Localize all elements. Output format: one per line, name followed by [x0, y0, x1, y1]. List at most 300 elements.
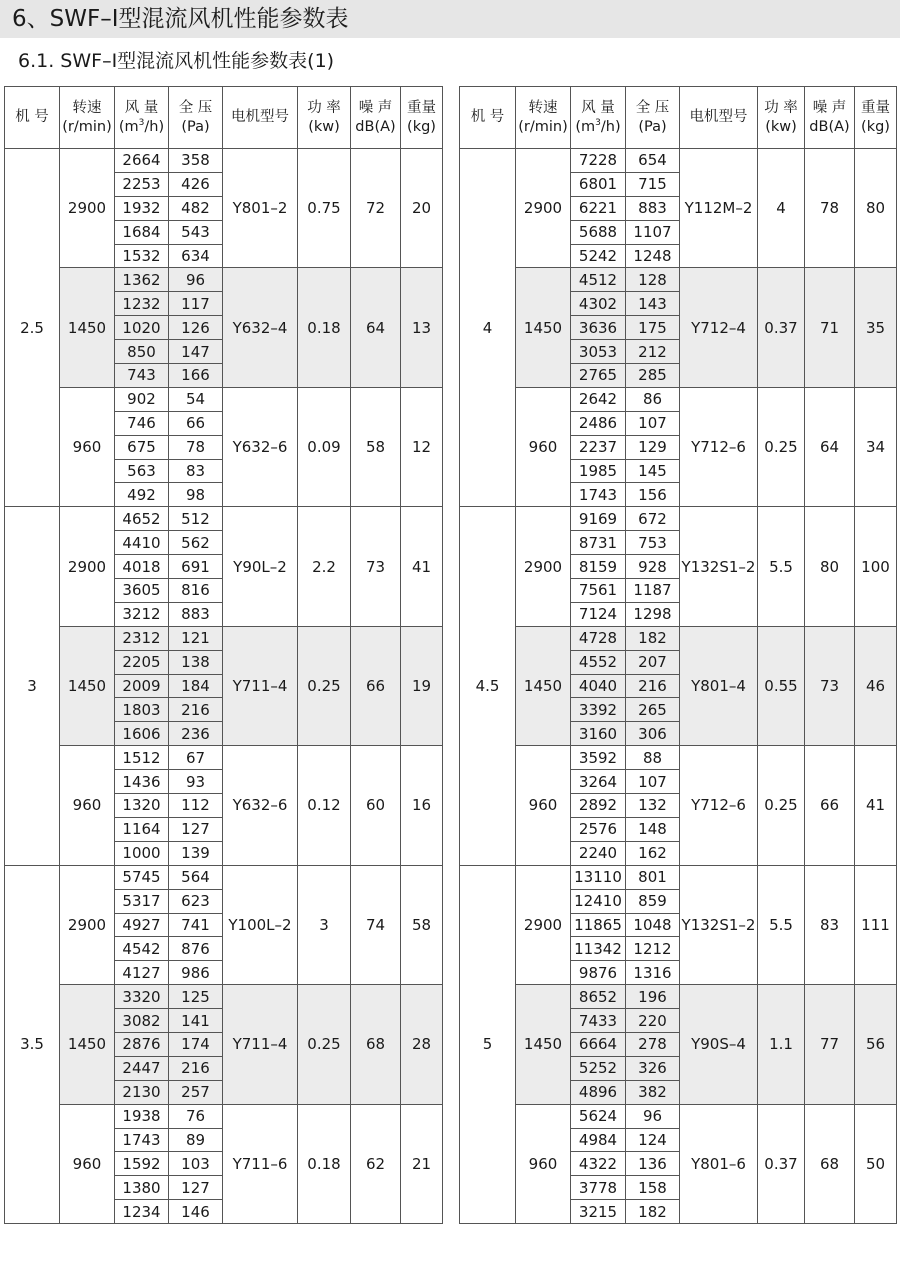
weight-cell: 111	[855, 865, 897, 984]
pressure-cell: 139	[169, 841, 223, 865]
airflow-cell: 5242	[571, 244, 626, 268]
pressure-cell: 145	[626, 459, 680, 483]
motor-model-cell: Y712–4	[680, 268, 758, 387]
pressure-cell: 278	[626, 1032, 680, 1056]
airflow-cell: 2486	[571, 411, 626, 435]
airflow-cell: 5252	[571, 1056, 626, 1080]
airflow-cell: 6221	[571, 196, 626, 220]
airflow-cell: 7433	[571, 1009, 626, 1033]
motor-model-cell: Y112M–2	[680, 149, 758, 268]
speed-cell: 1450	[516, 626, 571, 745]
pressure-cell: 67	[169, 746, 223, 770]
header-airflow: 风 量 $(m^3/h)$	[571, 87, 626, 149]
airflow-cell: 4542	[115, 937, 169, 961]
noise-cell: 60	[351, 746, 401, 865]
model-number-cell: 2.5	[5, 149, 60, 507]
power-cell: 1.1	[758, 985, 805, 1104]
header-model-no: 机 号	[460, 87, 516, 149]
airflow-cell: 1985	[571, 459, 626, 483]
pressure-cell: 654	[626, 149, 680, 173]
pressure-cell: 426	[169, 172, 223, 196]
power-cell: 4	[758, 149, 805, 268]
airflow-cell: 1020	[115, 316, 169, 340]
noise-cell: 64	[805, 387, 855, 506]
speed-cell: 2900	[516, 507, 571, 626]
weight-cell: 80	[855, 149, 897, 268]
airflow-cell: 4896	[571, 1080, 626, 1104]
weight-cell: 12	[401, 387, 443, 506]
airflow-cell: 1362	[115, 268, 169, 292]
airflow-cell: 1000	[115, 841, 169, 865]
airflow-cell: 3082	[115, 1009, 169, 1033]
pressure-cell: 928	[626, 555, 680, 579]
airflow-cell: 1512	[115, 746, 169, 770]
header-row	[460, 87, 897, 149]
airflow-cell: 11342	[571, 937, 626, 961]
weight-cell: 19	[401, 626, 443, 745]
airflow-cell: 3605	[115, 579, 169, 603]
airflow-cell: 2892	[571, 794, 626, 818]
pressure-cell: 128	[626, 268, 680, 292]
pressure-cell: 691	[169, 555, 223, 579]
pressure-cell: 93	[169, 770, 223, 794]
pressure-cell: 107	[626, 770, 680, 794]
airflow-cell: 2130	[115, 1080, 169, 1104]
noise-cell: 68	[805, 1104, 855, 1223]
power-cell: 0.25	[758, 746, 805, 865]
weight-cell: 41	[855, 746, 897, 865]
speed-cell: 2900	[516, 865, 571, 984]
pressure-cell: 482	[169, 196, 223, 220]
pressure-cell: 125	[169, 985, 223, 1009]
pressure-cell: 1248	[626, 244, 680, 268]
pressure-cell: 216	[626, 674, 680, 698]
pressure-cell: 166	[169, 364, 223, 388]
pressure-cell: 83	[169, 459, 223, 483]
power-cell: 0.55	[758, 626, 805, 745]
airflow-cell: 2009	[115, 674, 169, 698]
noise-cell: 80	[805, 507, 855, 626]
pressure-cell: 138	[169, 650, 223, 674]
power-cell: 0.18	[298, 1104, 351, 1223]
motor-model-cell: Y100L–2	[223, 865, 298, 984]
power-cell: 0.37	[758, 268, 805, 387]
table-row	[5, 387, 443, 411]
airflow-cell: 9876	[571, 961, 626, 985]
pressure-cell: 124	[626, 1128, 680, 1152]
model-number-cell: 4.5	[460, 507, 516, 865]
speed-cell: 960	[60, 1104, 115, 1223]
header-noise: 噪 声 dB(A)	[805, 87, 855, 149]
noise-cell: 77	[805, 985, 855, 1104]
airflow-cell: 8159	[571, 555, 626, 579]
noise-cell: 62	[351, 1104, 401, 1223]
speed-cell: 960	[516, 1104, 571, 1223]
airflow-cell: 675	[115, 435, 169, 459]
airflow-cell: 902	[115, 387, 169, 411]
table-row	[5, 746, 443, 770]
airflow-cell: 4652	[115, 507, 169, 531]
table-row	[460, 985, 897, 1009]
header-speed: 转速 (r/min)	[60, 87, 115, 149]
airflow-cell: 1320	[115, 794, 169, 818]
pressure-cell: 216	[169, 1056, 223, 1080]
noise-cell: 68	[351, 985, 401, 1104]
speed-cell: 1450	[516, 985, 571, 1104]
power-cell: 0.09	[298, 387, 351, 506]
airflow-cell: 1592	[115, 1152, 169, 1176]
airflow-cell: 492	[115, 483, 169, 507]
pressure-cell: 127	[169, 1176, 223, 1200]
noise-cell: 71	[805, 268, 855, 387]
pressure-cell: 96	[626, 1104, 680, 1128]
airflow-cell: 4410	[115, 531, 169, 555]
page-title: 6、SWF–I型混流风机性能参数表	[12, 6, 349, 32]
airflow-cell: 1932	[115, 196, 169, 220]
power-cell: 0.12	[298, 746, 351, 865]
pressure-cell: 634	[169, 244, 223, 268]
motor-model-cell: Y711–4	[223, 626, 298, 745]
airflow-cell: 3392	[571, 698, 626, 722]
pressure-cell: 184	[169, 674, 223, 698]
pressure-cell: 623	[169, 889, 223, 913]
pressure-cell: 883	[169, 602, 223, 626]
airflow-cell: 8731	[571, 531, 626, 555]
motor-model-cell: Y132S1–2	[680, 507, 758, 626]
airflow-cell: 2447	[115, 1056, 169, 1080]
airflow-cell: 563	[115, 459, 169, 483]
weight-cell: 34	[855, 387, 897, 506]
noise-cell: 66	[351, 626, 401, 745]
pressure-cell: 78	[169, 435, 223, 459]
pressure-cell: 207	[626, 650, 680, 674]
airflow-cell: 5745	[115, 865, 169, 889]
header-motor: 电机型号	[680, 87, 758, 149]
airflow-cell: 2765	[571, 364, 626, 388]
pressure-cell: 801	[626, 865, 680, 889]
airflow-cell: 3592	[571, 746, 626, 770]
pressure-cell: 121	[169, 626, 223, 650]
table-row	[460, 1104, 897, 1128]
airflow-cell: 1743	[571, 483, 626, 507]
pressure-cell: 126	[169, 316, 223, 340]
airflow-cell: 8652	[571, 985, 626, 1009]
pressure-cell: 564	[169, 865, 223, 889]
motor-model-cell: Y132S1–2	[680, 865, 758, 984]
airflow-cell: 5624	[571, 1104, 626, 1128]
pressure-cell: 382	[626, 1080, 680, 1104]
speed-cell: 960	[60, 746, 115, 865]
power-cell: 2.2	[298, 507, 351, 626]
speed-cell: 2900	[516, 149, 571, 268]
pressure-cell: 103	[169, 1152, 223, 1176]
header-model-no: 机 号	[5, 87, 60, 149]
airflow-cell: 2642	[571, 387, 626, 411]
speed-cell: 1450	[60, 626, 115, 745]
airflow-cell: 7561	[571, 579, 626, 603]
pressure-cell: 212	[626, 340, 680, 364]
weight-cell: 20	[401, 149, 443, 268]
pressure-cell: 175	[626, 316, 680, 340]
motor-model-cell: Y632–6	[223, 387, 298, 506]
pressure-cell: 326	[626, 1056, 680, 1080]
model-number-cell: 3.5	[5, 865, 60, 1223]
weight-cell: 35	[855, 268, 897, 387]
airflow-cell: 4512	[571, 268, 626, 292]
pressure-cell: 196	[626, 985, 680, 1009]
table-row	[460, 507, 897, 531]
airflow-cell: 12410	[571, 889, 626, 913]
airflow-cell: 5688	[571, 220, 626, 244]
weight-cell: 56	[855, 985, 897, 1104]
noise-cell: 83	[805, 865, 855, 984]
table-row	[5, 507, 443, 531]
header-weight: 重量 (kg)	[855, 87, 897, 149]
model-number-cell: 5	[460, 865, 516, 1223]
airflow-cell: 3215	[571, 1200, 626, 1224]
section-subtitle: 6.1. SWF–I型混流风机性能参数表(1)	[18, 50, 335, 72]
motor-model-cell: Y712–6	[680, 387, 758, 506]
motor-model-cell: Y712–6	[680, 746, 758, 865]
airflow-cell: 1232	[115, 292, 169, 316]
performance-table-left	[4, 86, 443, 1224]
airflow-cell: 1938	[115, 1104, 169, 1128]
pressure-cell: 859	[626, 889, 680, 913]
table-row	[5, 1104, 443, 1128]
table-row	[5, 865, 443, 889]
header-row	[5, 87, 443, 149]
airflow-cell: 11865	[571, 913, 626, 937]
header-speed: 转速 (r/min)	[516, 87, 571, 149]
speed-cell: 2900	[60, 149, 115, 268]
airflow-cell: 4040	[571, 674, 626, 698]
airflow-cell: 743	[115, 364, 169, 388]
pressure-cell: 1187	[626, 579, 680, 603]
pressure-cell: 816	[169, 579, 223, 603]
pressure-cell: 96	[169, 268, 223, 292]
pressure-cell: 236	[169, 722, 223, 746]
airflow-cell: 2876	[115, 1032, 169, 1056]
airflow-cell: 746	[115, 411, 169, 435]
airflow-cell: 1743	[115, 1128, 169, 1152]
noise-cell: 58	[351, 387, 401, 506]
pressure-cell: 162	[626, 841, 680, 865]
pressure-cell: 136	[626, 1152, 680, 1176]
pressure-cell: 127	[169, 817, 223, 841]
airflow-cell: 4127	[115, 961, 169, 985]
pressure-cell: 66	[169, 411, 223, 435]
speed-cell: 2900	[60, 507, 115, 626]
header-weight: 重量 (kg)	[401, 87, 443, 149]
pressure-cell: 562	[169, 531, 223, 555]
airflow-cell: 2312	[115, 626, 169, 650]
pressure-cell: 1107	[626, 220, 680, 244]
airflow-cell: 4728	[571, 626, 626, 650]
table-row	[460, 746, 897, 770]
pressure-cell: 54	[169, 387, 223, 411]
pressure-cell: 220	[626, 1009, 680, 1033]
airflow-cell: 3320	[115, 985, 169, 1009]
model-number-cell: 4	[460, 149, 516, 507]
pressure-cell: 715	[626, 172, 680, 196]
weight-cell: 16	[401, 746, 443, 865]
motor-model-cell: Y632–6	[223, 746, 298, 865]
motor-model-cell: Y711–6	[223, 1104, 298, 1223]
motor-model-cell: Y90L–2	[223, 507, 298, 626]
airflow-cell: 3053	[571, 340, 626, 364]
table-row	[460, 387, 897, 411]
power-cell: 0.25	[298, 626, 351, 745]
weight-cell: 41	[401, 507, 443, 626]
weight-cell: 28	[401, 985, 443, 1104]
pressure-cell: 257	[169, 1080, 223, 1104]
pressure-cell: 265	[626, 698, 680, 722]
speed-cell: 1450	[60, 268, 115, 387]
table-row	[5, 268, 443, 292]
airflow-cell: 1684	[115, 220, 169, 244]
pressure-cell: 112	[169, 794, 223, 818]
header-airflow: 风 量 $(m^3/h)$	[115, 87, 169, 149]
airflow-cell: 850	[115, 340, 169, 364]
airflow-cell: 5317	[115, 889, 169, 913]
noise-cell: 73	[351, 507, 401, 626]
power-cell: 3	[298, 865, 351, 984]
pressure-cell: 358	[169, 149, 223, 173]
pressure-cell: 117	[169, 292, 223, 316]
pressure-cell: 512	[169, 507, 223, 531]
airflow-cell: 1234	[115, 1200, 169, 1224]
pressure-cell: 1298	[626, 602, 680, 626]
pressure-cell: 143	[626, 292, 680, 316]
airflow-cell: 2205	[115, 650, 169, 674]
speed-cell: 2900	[60, 865, 115, 984]
speed-cell: 960	[516, 387, 571, 506]
airflow-cell: 1532	[115, 244, 169, 268]
header-noise: 噪 声 dB(A)	[351, 87, 401, 149]
pressure-cell: 148	[626, 817, 680, 841]
speed-cell: 1450	[60, 985, 115, 1104]
airflow-cell: 4322	[571, 1152, 626, 1176]
header-power: 功 率 (kw)	[758, 87, 805, 149]
weight-cell: 100	[855, 507, 897, 626]
airflow-cell: 4927	[115, 913, 169, 937]
noise-cell: 66	[805, 746, 855, 865]
speed-cell: 960	[516, 746, 571, 865]
table-row	[460, 268, 897, 292]
pressure-cell: 876	[169, 937, 223, 961]
power-cell: 0.18	[298, 268, 351, 387]
pressure-cell: 741	[169, 913, 223, 937]
airflow-cell: 2664	[115, 149, 169, 173]
pressure-cell: 306	[626, 722, 680, 746]
pressure-cell: 76	[169, 1104, 223, 1128]
power-cell: 0.75	[298, 149, 351, 268]
pressure-cell: 672	[626, 507, 680, 531]
pressure-cell: 1316	[626, 961, 680, 985]
noise-cell: 73	[805, 626, 855, 745]
airflow-cell: 7124	[571, 602, 626, 626]
pressure-cell: 986	[169, 961, 223, 985]
power-cell: 0.25	[298, 985, 351, 1104]
airflow-cell: 3264	[571, 770, 626, 794]
pressure-cell: 86	[626, 387, 680, 411]
motor-model-cell: Y711–4	[223, 985, 298, 1104]
airflow-cell: 1606	[115, 722, 169, 746]
weight-cell: 13	[401, 268, 443, 387]
pressure-cell: 141	[169, 1009, 223, 1033]
airflow-cell: 13110	[571, 865, 626, 889]
pressure-cell: 1212	[626, 937, 680, 961]
airflow-cell: 2237	[571, 435, 626, 459]
pressure-cell: 285	[626, 364, 680, 388]
airflow-cell: 1436	[115, 770, 169, 794]
motor-model-cell: Y801–4	[680, 626, 758, 745]
airflow-cell: 3636	[571, 316, 626, 340]
power-cell: 0.37	[758, 1104, 805, 1223]
header-motor: 电机型号	[223, 87, 298, 149]
pressure-cell: 107	[626, 411, 680, 435]
power-cell: 0.25	[758, 387, 805, 506]
airflow-cell: 6801	[571, 172, 626, 196]
pressure-cell: 89	[169, 1128, 223, 1152]
weight-cell: 58	[401, 865, 443, 984]
speed-cell: 1450	[516, 268, 571, 387]
airflow-cell: 4552	[571, 650, 626, 674]
noise-cell: 72	[351, 149, 401, 268]
pressure-cell: 158	[626, 1176, 680, 1200]
header-pressure: 全 压 (Pa)	[169, 87, 223, 149]
airflow-cell: 4018	[115, 555, 169, 579]
airflow-cell: 1803	[115, 698, 169, 722]
pressure-cell: 98	[169, 483, 223, 507]
header-pressure: 全 压 (Pa)	[626, 87, 680, 149]
pressure-cell: 156	[626, 483, 680, 507]
pressure-cell: 147	[169, 340, 223, 364]
noise-cell: 74	[351, 865, 401, 984]
airflow-cell: 1380	[115, 1176, 169, 1200]
model-number-cell: 3	[5, 507, 60, 865]
airflow-cell: 2240	[571, 841, 626, 865]
pressure-cell: 132	[626, 794, 680, 818]
motor-model-cell: Y801–6	[680, 1104, 758, 1223]
pressure-cell: 543	[169, 220, 223, 244]
table-row	[5, 626, 443, 650]
airflow-cell: 2253	[115, 172, 169, 196]
pressure-cell: 753	[626, 531, 680, 555]
noise-cell: 64	[351, 268, 401, 387]
airflow-cell: 3212	[115, 602, 169, 626]
weight-cell: 21	[401, 1104, 443, 1223]
motor-model-cell: Y90S–4	[680, 985, 758, 1104]
table-row	[5, 985, 443, 1009]
pressure-cell: 182	[626, 1200, 680, 1224]
airflow-cell: 3778	[571, 1176, 626, 1200]
table-row	[460, 149, 897, 173]
airflow-cell: 9169	[571, 507, 626, 531]
pressure-cell: 883	[626, 196, 680, 220]
speed-cell: 960	[60, 387, 115, 506]
airflow-cell: 2576	[571, 817, 626, 841]
airflow-cell: 1164	[115, 817, 169, 841]
power-cell: 5.5	[758, 507, 805, 626]
weight-cell: 50	[855, 1104, 897, 1223]
header-power: 功 率 (kw)	[298, 87, 351, 149]
pressure-cell: 174	[169, 1032, 223, 1056]
table-row	[460, 865, 897, 889]
pressure-cell: 146	[169, 1200, 223, 1224]
weight-cell: 46	[855, 626, 897, 745]
performance-table-right	[459, 86, 897, 1224]
